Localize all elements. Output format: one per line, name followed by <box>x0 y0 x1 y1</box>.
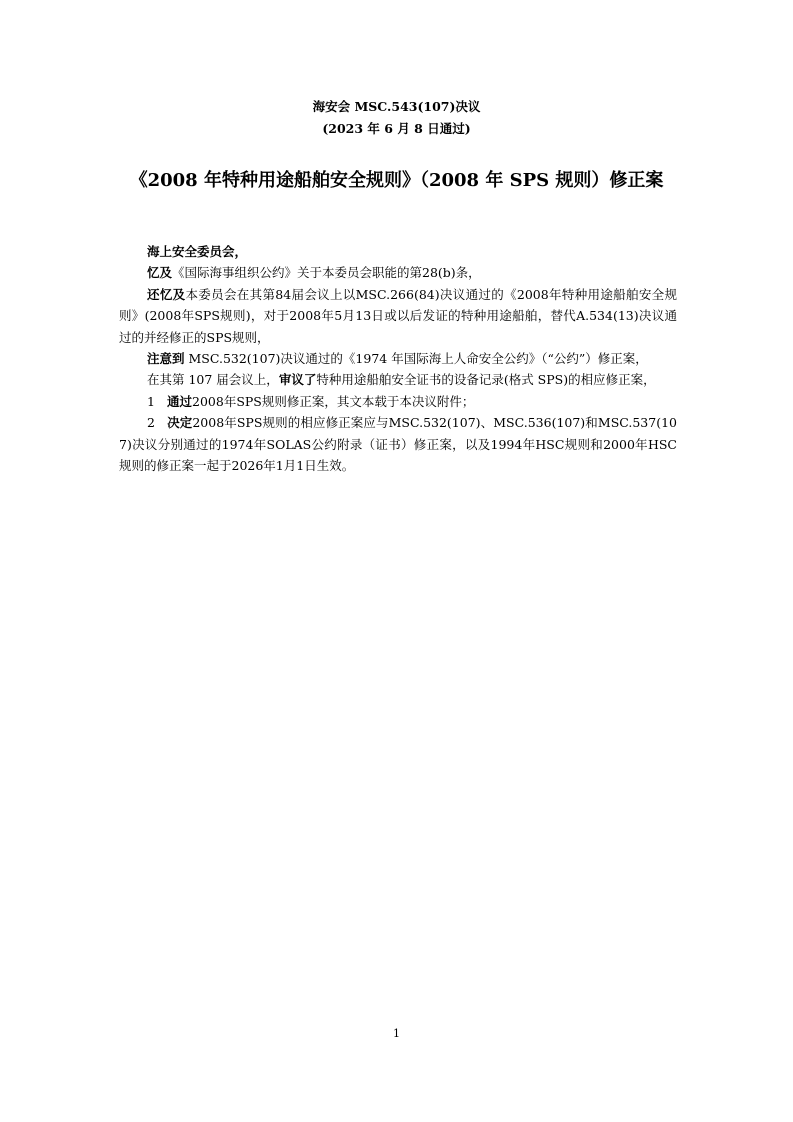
document-title: 《2008 年特种用途船舶安全规则》（2008 年 SPS 规则）修正案 <box>129 170 664 191</box>
considered-keyword: 审议了 <box>278 372 317 388</box>
recalling-keyword: 忆及 <box>147 265 173 281</box>
item-2-number: 2 <box>147 415 155 431</box>
resolution-title: 海安会 MSC.543(107)决议 <box>312 99 481 114</box>
recalling-further-paragraph <box>119 284 677 348</box>
item-2-keyword: 决定 <box>167 415 193 431</box>
recalling-text: 《国际海事组织公约》关于本委员会职能的第28(b)条， <box>172 265 481 281</box>
page-number: 1 <box>393 1027 400 1040</box>
recalling-further-text: 本委员会在其第84届会议上以MSC.266(84)决议通过的《2008年特种用途船舶安全规则》(2008年SPS规则)，对于2008年5月13日或以后发证的特种用途船舶，替代A.534(13)决议通过的并经修正的SPS规则， <box>119 286 677 345</box>
operative-item-2 <box>119 412 677 476</box>
considered-paragraph <box>119 369 677 390</box>
noting-paragraph <box>119 348 677 369</box>
item-1-number: 1 <box>147 393 155 409</box>
considered-prefix: 在其第 107 届会议上， <box>147 372 279 388</box>
considered-text: 特种用途船舶安全证书的设备记录(格式 SPS)的相应修正案， <box>316 372 656 388</box>
operative-item-1 <box>119 391 677 412</box>
item-1-keyword: 通过 <box>167 393 193 409</box>
recalling-paragraph <box>119 262 677 283</box>
noting-text: MSC.532(107)决议通过的《1974 年国际海上人命安全公约》（“公约”）修正案， <box>184 351 648 367</box>
item-1-text: 2008年SPS规则修正案，其文本载于本决议附件； <box>192 393 475 409</box>
committee-name: 海上安全委员会， <box>147 244 248 259</box>
resolution-body <box>119 241 677 476</box>
item-2-text: 2008年SPS规则的相应修正案应与MSC.532(107)、MSC.536(107)和MSC.537(107)决议分别通过的1974年SOLAS公约附录（证书）修正案，以及1994年HSC规则和2000年HSC规则的修正案一起于2026年1月1日生效。 <box>119 415 677 474</box>
recalling-further-keyword: 还忆及 <box>147 286 186 302</box>
noting-keyword: 注意到 <box>147 351 185 367</box>
adoption-date: (2023 年 6 月 8 日通过) <box>322 121 471 136</box>
committee-paragraph <box>119 241 677 262</box>
